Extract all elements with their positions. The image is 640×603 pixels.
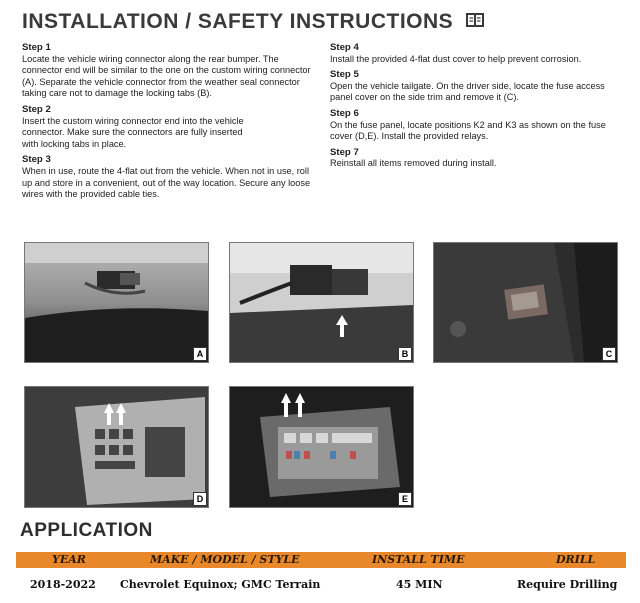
header-year: YEAR (52, 553, 86, 566)
photo-b (229, 242, 414, 363)
step-7 (330, 147, 625, 170)
application-header-bar (16, 552, 626, 568)
cell-year: 2018-2022 (30, 578, 96, 591)
step-4 (330, 42, 625, 65)
photo-label: E (398, 492, 412, 506)
step-heading: Step 7 (330, 146, 359, 158)
step-heading: Step 2 (22, 103, 51, 115)
photo-c (433, 242, 618, 363)
step-3 (22, 154, 312, 200)
steps-left-column (22, 42, 312, 205)
header-make: MAKE / MODEL / STYLE (150, 553, 300, 566)
step-text: Install the provided 4-flat dust cover to help prevent corrosion. (330, 53, 582, 64)
cell-drill: Require Drilling (517, 578, 618, 591)
page-title (22, 10, 484, 34)
page-title-text: INSTALLATION / SAFETY INSTRUCTIONS (22, 10, 454, 33)
book-icon (466, 10, 484, 34)
step-5 (330, 69, 625, 104)
step-heading: Step 3 (22, 154, 51, 166)
header-drill: DRILL (556, 553, 596, 566)
application-title: APPLICATION (20, 520, 153, 541)
step-6 (330, 108, 625, 143)
step-2 (22, 104, 312, 150)
photo-a (24, 242, 209, 363)
step-text: On the fuse panel, locate positions K2 and K3 as shown on the fuse cover (D,E). Install the provided relays. (330, 119, 606, 142)
step-text: Reinstall all items removed during install. (330, 158, 497, 169)
photo-label: B (398, 347, 412, 361)
step-heading: Step 5 (330, 69, 359, 81)
step-text: When in use, route the 4-flat out from the vehicle. When not in use, roll up and store in a convenient, out of the way location. Secure any loose wires with the provided cable ties. (22, 165, 311, 200)
photo-e (229, 386, 414, 508)
step-heading: Step 6 (330, 107, 359, 119)
photo-d (24, 386, 209, 508)
step-heading: Step 4 (330, 42, 359, 53)
cell-install-time: 45 MIN (396, 578, 443, 591)
step-text: Locate the vehicle wiring connector along the rear bumper. The connector end will be similar to the one on the custom wiring connector (A). Separate the vehicle connector from the weather seal connector taking care not to damage the locking tabs (B). (22, 53, 311, 99)
step-text: Insert the custom wiring connector end into the vehicle connector. Make sure the connectors are fully inserted with locking tabs in place. (22, 115, 244, 149)
cell-make: Chevrolet Equinox; GMC Terrain (120, 578, 321, 591)
step-text: Open the vehicle tailgate. On the driver side, locate the fuse access panel cover on the side trim and remove it (C). (330, 80, 605, 103)
step-1 (22, 42, 312, 100)
photo-label: A (193, 347, 207, 361)
header-install-time: INSTALL TIME (372, 553, 465, 566)
photo-label: D (193, 492, 207, 506)
photo-label: C (602, 347, 616, 361)
step-heading: Step 1 (22, 42, 51, 53)
steps-right-column (330, 42, 625, 174)
